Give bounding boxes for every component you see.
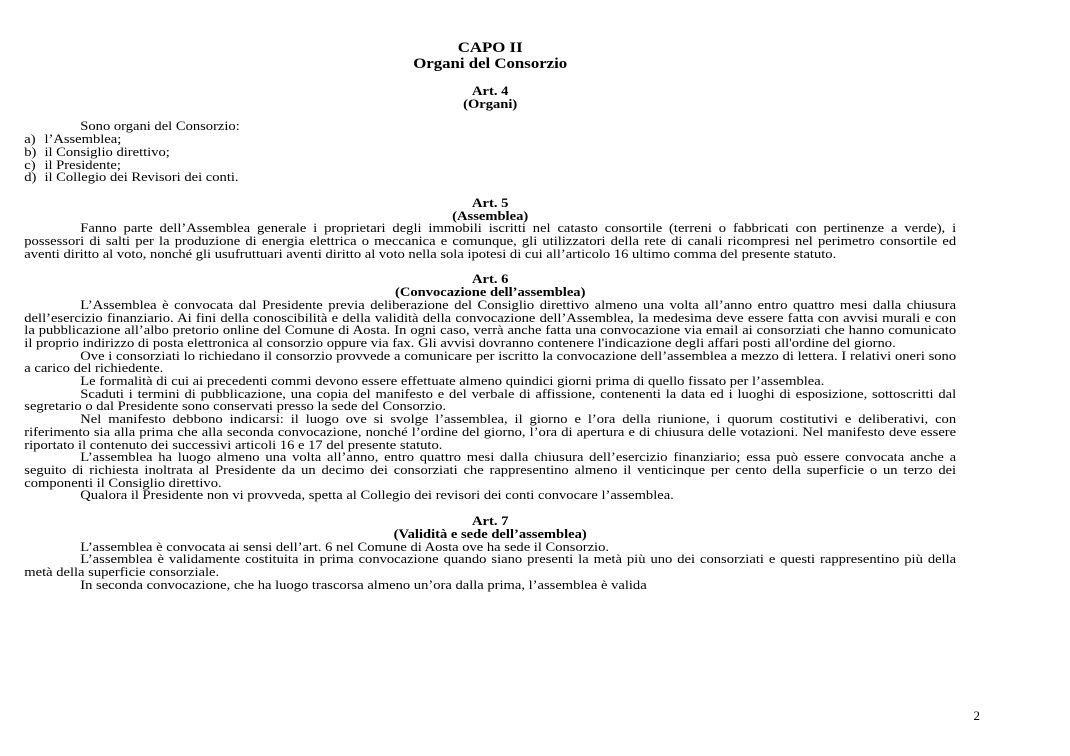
article-6-paragraph: L’Assemblea è convocata dal Presidente previa deliberazione del Consiglio direttivo almeno una volta all’anno entro quattro mesi dalla chiusura dell’esercizio finanziario. Ai fini della conoscibilità e della validità della convocazione dell’Assemblea, la medesima deve essere fatta con avvisi murali e con la pubblicazione all’albo pretorio online del Comune di Aosta. In ogni caso, verrà anche fatta una convocazione via email ai consorziati che hanno comunicato il proprio indirizzo di posta elettronica al consorzio oppure via fax. Gli avvisi dovranno contenere l'indicazione degli affari posti all'ordine del giorno. bbox=[24, 296, 957, 350]
article-6-paragraph: L’assemblea ha luogo almeno una volta all’anno, entro quattro mesi dalla chiusura dell’esercizio finanziario; essa può essere convocata anche a seguito di richiesta inoltrata al Presidente da un decimo dei consorziati che rappresentino almeno il venticinque per cento della superficie o un terzo dei componenti il Consiglio direttivo. bbox=[24, 449, 957, 490]
article-4-heading: (Organi) bbox=[463, 95, 518, 111]
article-7-heading: (Validità e sede dell’assemblea) bbox=[393, 525, 587, 541]
article-5-number: Art. 5 bbox=[472, 194, 509, 210]
list-item: d) il Collegio dei Revisori dei conti. bbox=[24, 169, 239, 185]
article-6-heading: (Convocazione dell’assemblea) bbox=[394, 284, 586, 300]
article-6-paragraph: Le formalità di cui ai precedenti commi devono essere effettuate almeno quindici giorni prima di quello fissato per l’assemblea. bbox=[80, 373, 825, 389]
chapter-title: CAPO II bbox=[457, 40, 523, 56]
article-7-paragraph: L’assemblea è validamente costituita in prima convocazione quando siano presenti la metà più uno dei consorziati e questi rappresentino più della metà della superficie consorziale. bbox=[24, 551, 957, 579]
chapter-subtitle: Organi del Consorzio bbox=[413, 56, 568, 72]
article-5-paragraph: Fanno parte dell’Assemblea generale i proprietari degli immobili iscritti nel catasto consortile (terreni o fabbricati con pertinenze a verde), i possessori di salti per la produzione di energia elettrica o meccanica e comunque, gli utilizzatori della rete di canali ricompresi nel perimetro consortile ed aventi diritto al voto, nonché gli usufruttuari aventi diritto al voto nella sola ipotesi di cui all’articolo 16 ultimo comma del presente statuto. bbox=[24, 220, 957, 261]
list-item: b) il Consiglio direttivo; bbox=[24, 143, 170, 159]
article-7-paragraph: In seconda convocazione, che ha luogo trascorsa almeno un’ora dalla prima, l’assemblea è valida bbox=[80, 576, 647, 592]
organs-list bbox=[24, 133, 956, 184]
article-5-heading: (Assemblea) bbox=[452, 207, 529, 223]
article-6-paragraph: Ove i consorziati lo richiedano il consorzio provvede a comunicare per iscritto la convocazione dell’assemblea a mezzo di lettera. I relativi oneri sono a carico del richiedente. bbox=[24, 347, 957, 376]
article-6-number: Art. 6 bbox=[472, 271, 509, 287]
article-7-number: Art. 7 bbox=[472, 513, 509, 529]
article-6-paragraph: Qualora il Presidente non vi provveda, spetta al Collegio dei revisori dei conti convocare l’assemblea. bbox=[80, 487, 674, 503]
article-4-number: Art. 4 bbox=[472, 83, 509, 98]
list-item: a) l’Assemblea; bbox=[24, 131, 122, 147]
article-4-intro: Sono organi del Consorzio: bbox=[80, 118, 240, 134]
article-7-paragraph: L’assemblea è convocata ai sensi dell’art. 6 nel Comune di Aosta ove ha sede il Consorzio. bbox=[80, 538, 610, 554]
article-6-paragraph: Scaduti i termini di pubblicazione, una copia del manifesto e del verbale di affissione, contenenti la data ed i luoghi di esposizione, sottoscritti dal segretario o dal Presidente sono conservati presso la sede del Consorzio. bbox=[24, 385, 957, 414]
article-6-paragraph: Nel manifesto debbono indicarsi: il luogo ove si svolge l’assemblea, il giorno e l’ora della riunione, i quorum costitutivi e deliberativi, con riferimento sia alla prima che alla seconda convocazione, nonché l’ordine del giorno, l’ora di apertura e di chiusura delle votazioni. Nel manifesto deve essere riportato il contenuto dei successivi articoli 16 e 17 del presente statuto. bbox=[24, 411, 957, 452]
list-item: c) il Presidente; bbox=[24, 156, 121, 172]
document-body bbox=[24, 40, 956, 591]
page-number: 2 bbox=[973, 708, 980, 723]
